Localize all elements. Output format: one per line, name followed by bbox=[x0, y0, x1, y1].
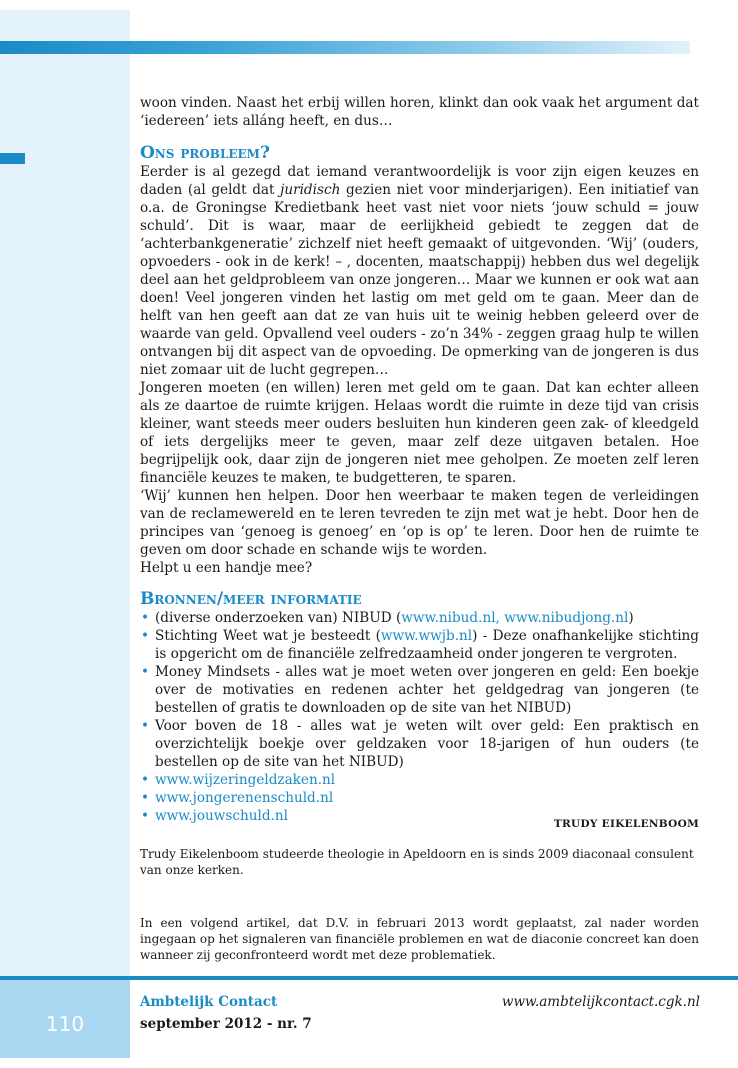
intro-paragraph: woon vinden. Naast het erbij willen horen, klinkt dan ook vaak het argument dat ‘iedereen’ iets alláng heeft, en dus… bbox=[140, 95, 699, 129]
left-margin-band bbox=[0, 10, 130, 1058]
issue-info: september 2012 - nr. 7 bbox=[140, 1016, 312, 1032]
problem-paragraph-4: Helpt u een handje mee? bbox=[140, 560, 313, 576]
top-gradient-stripe bbox=[0, 41, 690, 54]
website-url[interactable]: www.ambtelijkcontact.cgk.nl bbox=[501, 994, 700, 1010]
list-item: • Voor boven de 18 - alles wat je weten wilt over geld: Een praktisch en overzichtelijk boekje over geldzaken voor 18-jarigen of hun ouders (te bestellen op de site van het NIBUD) bbox=[140, 717, 699, 771]
section-heading-sources: Bronnen/meer informatie bbox=[140, 589, 362, 609]
publication-title: Ambtelijk Contact bbox=[140, 994, 278, 1010]
list-item: • (diverse onderzoeken van) NIBUD (www.nibud.nl, www.nibudjong.nl) bbox=[140, 609, 699, 627]
author-name: TRUDY EIKELENBOOM bbox=[553, 818, 699, 830]
author-bio: Trudy Eikelenboom studeerde theologie in Apeldoorn en is sinds 2009 diaconaal consulent van onze kerken. bbox=[140, 847, 694, 877]
page-number: 110 bbox=[45, 1012, 85, 1036]
problem-paragraph-3: ‘Wij’ kunnen hen helpen. Door hen weerbaar te maken tegen de verleidingen van de reclamewereld en te leren tevreden te zijn met wat je hebt. Door hen de principes van ‘genoeg is genoeg’ en ‘op is op’ te leren. Door hen de ruimte te geven om door schade en schande wijs te worden. bbox=[140, 488, 699, 558]
list-item: • Stichting Weet wat je besteedt (www.wwjb.nl) - Deze onafhankelijke stichting is opgericht om de financiële zelfredzaamheid onder jongeren te vergroten. bbox=[140, 627, 699, 663]
jongerenenschuld-link[interactable]: • www.jongerenenschuld.nl bbox=[140, 789, 699, 807]
article-body bbox=[140, 94, 699, 825]
section-heading-problem: Ons probleem? bbox=[140, 143, 270, 163]
follow-up-note: In een volgend artikel, dat D.V. in februari 2013 wordt geplaatst, zal nader worden ingegaan op het signaleren van financiële problemen en wat de diaconie concreet kan doen wanneer zij geconfronteerd wordt met deze problematiek. bbox=[140, 916, 699, 962]
nibud-link[interactable]: www.nibud.nl, www.nibudjong.nl bbox=[401, 610, 629, 626]
problem-paragraph-2: Jongeren moeten (en willen) leren met geld om te gaan. Dat kan echter alleen als ze daartoe de ruimte krijgen. Helaas wordt die ruimte in deze tijd van crisis kleiner, want steeds meer ouders besluiten hun kinderen geen zak- of kleedgeld of iets dergelijks meer te geven, maar zelf deze uitgaven betalen. Hoe begrijpelijk ook, daar zijn de jongeren niet mee geholpen. Ze moeten zelf leren financiële keuzes te maken, te budgetteren, te sparen. bbox=[140, 380, 699, 486]
wijzeringeldzaken-link[interactable]: • www.wijzeringeldzaken.nl bbox=[140, 771, 699, 789]
list-item: • Money Mindsets - alles wat je moet weten over jongeren en geld: Een boekje over de motivaties en redenen achter het geldgedrag van jongeren (te bestellen of gratis te downloaden op de site van het NIBUD) bbox=[140, 663, 699, 717]
side-marker bbox=[0, 153, 25, 164]
sources-list bbox=[140, 609, 699, 825]
wwjb-link[interactable]: www.wwjb.nl bbox=[380, 628, 473, 644]
problem-paragraph-1: Eerder is al gezegd dat iemand verantwoordelijk is voor zijn eigen keuzes en daden (al geldt dat juridisch gezien niet voor minderjarigen). Een initiatief van o.a. de Groningse Kredietbank heet vast niet voor niets ‘jouw schuld = jouw schuld’. Dit is waar, maar de eerlijkheid gebiedt te zeggen dat de ‘achterbankgeneratie’ zichzelf niet heeft gemaakt of uitgevonden. ‘Wij’ (ouders, opvoeders - ook in de kerk! – , docenten, maatschappij) hebben dus wel degelijk deel aan het geldprobleem van onze jongeren… Maar we kunnen er ook wat aan doen! Veel jongeren vinden het lastig om met geld om te gaan. Meer dan de helft van hen geeft aan dat ze van huis uit te weinig hebben geleerd over de waarde van geld. Opvallend veel ouders - zo’n 34% - zeggen graag hulp te willen ontvangen bij dit aspect van de opvoeding. De opmerking van de jongeren is dus niet zomaar uit de lucht gegrepen… bbox=[140, 164, 699, 378]
jouwschuld-link[interactable]: • www.jouwschuld.nl bbox=[140, 807, 699, 825]
